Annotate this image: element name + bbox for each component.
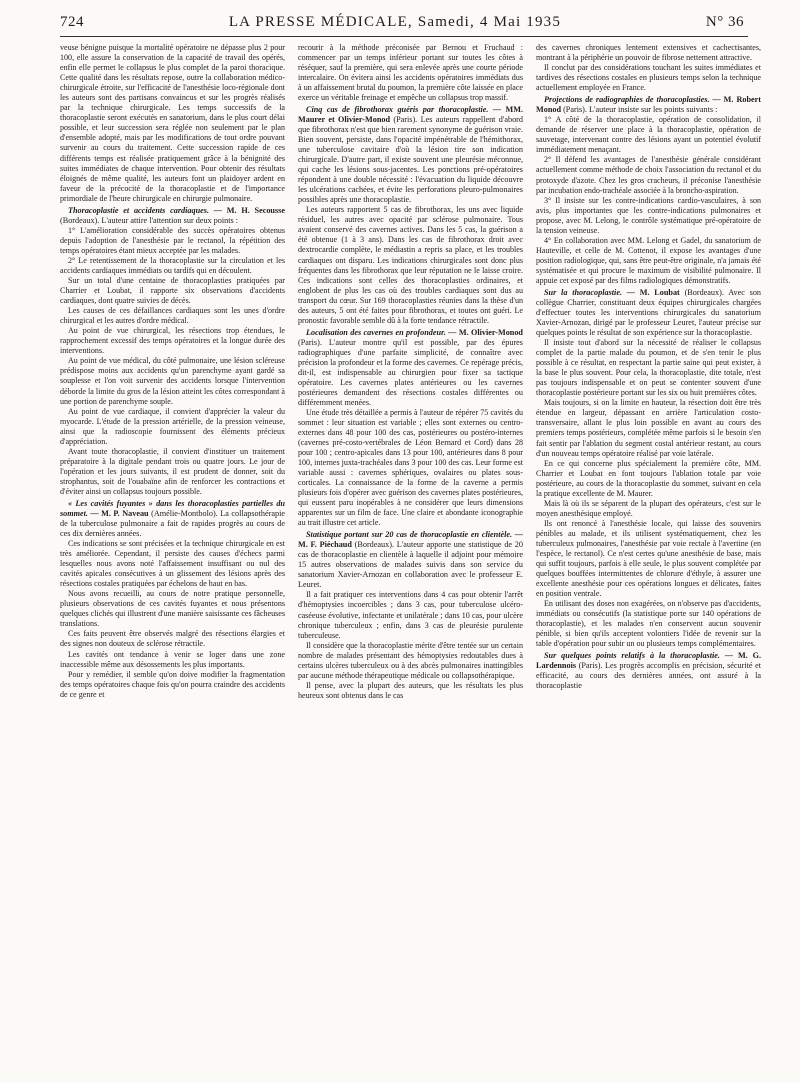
issue-number: N° 36 bbox=[705, 14, 744, 30]
paragraph: Il pense, avec la plupart des auteurs, que les résultats les plus heureux sont obtenus dans le cas bbox=[298, 680, 523, 700]
paragraph: Une étude très détaillée a permis à l'auteur de répérer 75 cavités du sommet : leur situation est variable ; elles sont externes ou centro-externes dans 48 pour 100 des cas, postérieures ou postéro-internes (cavernes pré-costo-vertébrales de Léon Bernard et Cord) dans 28 pour 100 ; centro-apicales dans 13 pour 100, antérieures dans 8 pour 100, internes juxta-trachéales dans 3 pour 100 des cas. Leur forme est variable aussi : cavernes sphériques, ovalaires ou plates sous-corticales. La connaissance de la forme de la caverne a permis plusieurs fois d'opérer avec guérison des cavernes plates postérieures, qui eussent paru inopérables à ne considérer que leurs dimensions apparentes sur un film de face. Une claire et abondante iconographie au trait illustre cet article. bbox=[298, 407, 523, 528]
article-intro: (Bordeaux). L'auteur attire l'attention sur deux points : bbox=[60, 215, 239, 225]
article-heading bbox=[60, 499, 285, 539]
paragraph: Ils ont renoncé à l'anesthésie locale, qui laisse des souvenirs pénibles au malade, et ils utilisent systématiquement, chez les tuberculeux pulmonaires, l'anesthésie par voie rectale à l'avertine (en l'espèce, le rectanol). Ce n'est certes qu'une anesthésie de base, mais qui suffit toujours, parfois à elle seule, le plus souvent complétée par quelques bouffées intermittentes de chlorure d'éthyle, à assurer une excellente anesthésie pour ces opérations longues et délicates, faites en position ventrale. bbox=[536, 518, 761, 599]
column-3 bbox=[536, 43, 761, 701]
article-heading bbox=[298, 530, 523, 590]
paragraph: Ces faits peuvent être observés malgré des résections élargies et des signes non douteux de sclérose rétractile. bbox=[60, 629, 285, 649]
article-intro: (Paris). L'auteur montre qu'il est possible, par des épures radiographiques d'une parfaite simplicité, de connaître avec précision la profondeur et la forme des cavernes. Ce repérage précis, dit-il, est indispensable au chirurgien pour fixer sa tactique opératoire. Les cavernes plates antérieures ou les cavernes postérieures demandent des résections costales différentes ou différemment menées. bbox=[298, 337, 523, 407]
paragraph: 2° Il défend les avantages de l'anesthésie générale considérant actuellement comme méthode de choix l'association du rectanol et du protoxyde d'azote. Chez les gros cracheurs, il préconise l'anesthésie par incubation endo-trachéale associée à la broncho-aspiration. bbox=[536, 155, 761, 195]
article-author: MM. Maurer et Olivier-Monod bbox=[298, 105, 523, 125]
article-author: M. H. Secousse bbox=[226, 205, 285, 215]
paragraph: Il conclut par des considérations touchant les suites immédiates et tardives des résections costales en plusieurs temps selon la technique actuellement employée en France. bbox=[536, 63, 761, 93]
article-intro: (Paris). Les auteurs rappellent d'abord que fibrothorax n'est que bien rarement synonyme de guérison vraie. Bien souvent, persiste, dans l'opacité impénétrable de l'hémithorax, une tuberculose cavitaire d'où la lésion tire son indication chirurgicale. D'autre part, il existe souvent une pleurésie méconnue, qui cache les lésions sous-jacentes. Les ponctions pré-opératoires répondent à une double nécessité : l'évacuation du liquide découvre les ulcérations cachées, et évite les perforations pleuro-pulmonaires possibles après une thoracoplastie. bbox=[298, 115, 523, 205]
article-author: M. Loubat bbox=[639, 288, 680, 298]
paragraph: recourir à la méthode préconisée par Bernou et Fruchaud : commencer par un temps inférieur portant sur toutes les côtes à réséquer, sauf la première, qui sera enlevée après une courte période intercalaire. On évitera ainsi les accidents opératoires immédiats dus à un affaissement brutal du poumon, la première côte laissée en place exerce un véritable freinage et empêche un collapsus trop massif. bbox=[298, 43, 523, 103]
column-1 bbox=[60, 43, 285, 701]
paragraph: 3° Il insiste sur les contre-indications cardio-vasculaires, à son avis, plus importantes que les contre-indications pulmonaires et propose, avec M. Lelong, le contrôle systématique pré-opératoire de la tension veineuse. bbox=[536, 195, 761, 235]
article-heading bbox=[536, 288, 761, 338]
paragraph: Ces indications se sont précisées et la technique chirurgicale en est très améliorée. Cependant, il persiste des causes d'échecs parmi lesquelles nous avons noté l'affaissement insuffisant ou nul des cavités apicales consécutives à un glissement des lésions après des résections costales pratiquées par échelons de haut en bas. bbox=[60, 539, 285, 589]
paragraph: Au point de vue chirurgical, les résections trop étendues, le rapprochement excessif des temps opératoires et la longue durée des interventions. bbox=[60, 326, 285, 356]
paragraph: 1° L'amélioration considérable des succès opératoires obtenus depuis l'adoption de l'anesthésie par le rectanol, la répétition des temps opératoires étant mieux acceptée par les malades. bbox=[60, 225, 285, 255]
text-columns bbox=[60, 43, 762, 701]
paragraph: 1° A côté de la thoracoplastie, opération de consolidation, il demande de réserver une place à la thoracoplastie, opération de sauvetage, intervenant contre des lésions ayant un potentiel évolutif immédiatement menaçant. bbox=[536, 115, 761, 155]
article-intro: (Bordeaux). Avec son collègue Charrier, constituant deux équipes chirurgicales chargées d'effectuer toutes les interventions chirurgicales du sanatorium Xavier-Arnozan, dirigé par le professeur Leuret, l'auteur précise sur quelques points le résultat de son expérience sur la thoracoplastie. bbox=[536, 288, 762, 338]
paragraph: Mais toujours, si on la limite en hauteur, la résection doit être très étendue en largeur, dépassant en arrière l'articulation costo-transversaire, allant le plus loin possible en avant au cours des premiers temps postérieurs, complétée même parfois si le besoin s'en fait sentir par l'ablation du segment costal antérieur restant, au cours d'un nouveau temps opératoire réalisé par voie latérale. bbox=[536, 398, 761, 458]
paragraph: Les auteurs rapportent 5 cas de fibrothorax, les uns avec liquide résiduel, les autres avec opacité par sclérose pulmonaire. Tous avaient conservé des cavernes actives. Dans les 5 cas, la guérison a été obtenue (1 à 3 ans). Dans les cas de fibrothorax droit avec dextrocardie complète, le médiastin a repris sa place, et les troubles cardiaques ont disparu. Les indications chirurgicales sont donc plus fréquentes dans les fibrothorax que leur réputation ne le laisse croire. Ces indications sont celles des thoracoplasties ordinaires, et englobent de plus les cas où des troubles cardiaques sont dus au transport du cœur. Sur 169 thoracoplasties réunies dans la thèse d'un des auteurs, 5 ont été faites pour fibrothorax, et toutes ont guéri. Le pronostic favorable semble dû à la forte tendance rétractile. bbox=[298, 205, 523, 325]
paragraph: Les causes de ces défaillances cardiaques sont les unes d'ordre chirurgical et les autres d'ordre médical. bbox=[60, 306, 285, 326]
article-author: M. F. Piéchaud bbox=[298, 540, 352, 550]
article-title: Cinq cas de fibrothorax guéris par thoracoplastie. — bbox=[306, 105, 502, 115]
paragraph: Avant toute thoracoplastie, il convient d'instituer un traitement préparatoire à la digitale pendant trois ou quatre jours. Le jour de l'opération et les jours suivants, il est prudent de donner, soit du strophantus, soit de l'ouabaïne afin de renforcer les contractions et d'éviter ainsi un collapsus toujours possible. bbox=[60, 446, 285, 496]
article-author: M. Olivier-Monod bbox=[458, 327, 523, 337]
page-number: 724 bbox=[60, 14, 84, 30]
article-intro: (Amélie-Montbolo). La collapsothérapie de la tuberculose pulmonaire a fait de rapides progrès au cours de ces dix dernières années. bbox=[60, 509, 286, 539]
article-title: Sur la thoracoplastie. — bbox=[544, 288, 635, 298]
article-title: Statistique portant sur 20 cas de thoracoplastie en clientèle. — bbox=[306, 530, 523, 540]
article-heading bbox=[60, 206, 285, 226]
article-author: M. Robert Monod bbox=[536, 95, 761, 115]
article-title: Sur quelques points relatifs à la thoracoplastie. — bbox=[544, 651, 734, 661]
paragraph: En utilisant des doses non exagérées, on n'observe pas d'accidents, immédiats ou consécutifs (la statistique porte sur 140 opérations de thoracoplastie), et les malades n'en conservent aucun souvenir pénible, si bien qu'ils acceptent volontiers l'idée de revenir sur la table d'opération pour subir un ou plusieurs temps complémentaires. bbox=[536, 599, 761, 649]
page-header bbox=[60, 14, 748, 37]
paragraph: veuse bénigne puisque la mortalité opératoire ne dépasse plus 2 pour 100, elle assure la conservation de la capacité de travail des opérés, enfin elle permet le collapsus le plus complet de la paroi thoracique. Cette qualité dans les résultats repose, outre la collaboration médico-chirurgicale étroite, sur l'efficacité de l'anesthésie loco-régionale dont les auteurs sont des partisans convaincus et sur les progrès réalisés par la technique chirurgicale. Les temps successifs de la thoracoplastie seront exécutés en sanatorium, dans le plus court délai possible, et leur succession sera réglée non seulement par le plan d'ensemble adopté, mais par les modifications de tout ordre pouvant survenir au cours du traitement. Cette succession rapide de ces différents temps est réalisée pratiquement grâce à la bénignité des suites immédiates de chaque intervention. Pour obtenir des résultats éloignés de même qualité, les auteurs font un plaidoyer ardent en faveur de la précocité de la thoracoplastie et de l'importance primordiale de l'heure chirurgicale en chirurgie pulmonaire. bbox=[60, 43, 285, 203]
paragraph: Il considère que la thoracoplastie mérite d'être tentée sur un certain nombre de malades présentant des hémoptysies redoutables dues à certains ulcères tuberculeux ou à des abcès pulmonaires inattingibles par aucune méthode thérapeutique médicale ou collapsothérapique. bbox=[298, 640, 523, 680]
article-title: « Les cavités fuyantes » dans les thoracoplasties partielles du sommet. — bbox=[60, 499, 285, 519]
article-heading bbox=[298, 328, 523, 408]
article-heading bbox=[536, 95, 761, 115]
paragraph: Il a fait pratiquer ces interventions dans 4 cas pour obtenir l'arrêt d'hémoptysies incoercibles ; dans 3 cas, pour tuberculose ulcéro-caséeuse évolutive, infectante et unilatérale ; dans 10 cas, pour ulcère chronique tuberculeux ; enfin, dans 3 cas de pleurésie purulente tuberculeuse. bbox=[298, 590, 523, 640]
column-2 bbox=[298, 43, 523, 701]
paragraph: Sur un total d'une centaine de thoracoplasties pratiquées par Charrier et Loubat, il rapporte six observations d'accidents cardiaques, dont quatre suivies de décès. bbox=[60, 275, 285, 306]
paragraph: Les cavités ont tendance à venir se loger dans une zone inaccessible même aux désossements les plus importants. bbox=[60, 649, 285, 669]
paragraph: Nous avons recueilli, au cours de notre pratique personnelle, plusieurs observations de ces cavités fuyantes et nous présentons quelques clichés qui illustrent d'une manière saisissante ces fâcheuses translations. bbox=[60, 589, 285, 629]
paragraph: Au point de vue cardiaque, il convient d'apprécier la valeur du myocarde. L'étude de la pression artérielle, de la pression veineuse, ainsi que la radioscopie fournissent des éléments précieux d'appréciation. bbox=[60, 406, 285, 446]
paragraph: Au point de vue médical, du côté pulmonaire, une lésion scléreuse prédispose moins aux accidents qu'un parenchyme ayant gardé sa souplesse et l'on voit survenir des accidents lorsque l'intervention déborde la limite du gros de la lésion atteint les côtes correspondant à une portion de parenchyme souple. bbox=[60, 356, 285, 406]
article-intro: (Paris). L'auteur insiste sur les points suivants : bbox=[563, 105, 718, 115]
paragraph: Mais là où ils se séparent de la plupart des opérateurs, c'est sur le moyen anesthésique employé. bbox=[536, 498, 761, 518]
article-intro: (Bordeaux). L'auteur apporte une statistique de 20 cas de thoracoplastie en clientèle à laquelle il adjoint pour mémoire 15 autres observations de malades suivis dans son service du sanatorium Xavier-Arnozan en collaboration avec le professeur E. Leuret. bbox=[298, 540, 523, 590]
article-title: Projections de radiographies de thoracoplasties. — bbox=[544, 95, 721, 105]
article-intro: (Paris). Les progrès accomplis en précision, sécurité et efficacité, au cours des dernières années, ont assuré à la thoracoplastie bbox=[536, 661, 761, 691]
paragraph: Il insiste tout d'abord sur la nécessité de réaliser le collapsus complet de la partie malade du poumon, et de s'en tenir le plus possible à ce résultat, en respectant la partie saine qui peut exister, à la base le plus souvent. Pour cela, la thoracoplastie, dite totale, n'est pas toujours indispensable et on peut se contenter souvent d'une thoracoplastie postérieure portant sur les six ou huit premières côtes. bbox=[536, 338, 761, 398]
article-title: Localisation des cavernes en profondeur. — bbox=[306, 327, 457, 337]
journal-title: LA PRESSE MÉDICALE, Samedi, 4 Mai 1935 bbox=[228, 14, 562, 30]
paragraph: des cavernes chroniques lentement extensives et cachectisantes, montrant à la périphérie un pouvoir de fibrose nettement attractive. bbox=[536, 43, 761, 63]
article-title: Thoracoplastie et accidents cardiaques. — bbox=[68, 205, 222, 215]
article-author: M. G. Lardennois bbox=[536, 651, 762, 671]
paragraph: 2° Le retentissement de la thoracoplastie sur la circulation et les accidents cardiaques immédiats ou tardifs qui en découlent. bbox=[60, 255, 285, 275]
paragraph: En ce qui concerne plus spécialement la première côte, MM. Charrier et Loubat en font toujours l'ablation totale par voie postérieure, au cours de la thoracoplastie du sommet, suivant en cela la pratique excellente de M. Maurer. bbox=[536, 458, 761, 498]
paragraph: Pour y remédier, il semble qu'on doive modifier la fragmentation des temps opératoires chaque fois qu'on pourra craindre des accidents de ce genre et bbox=[60, 669, 285, 699]
article-heading bbox=[536, 651, 761, 691]
paragraph: 4° En collaboration avec MM. Lelong et Gadel, du sanatorium de Hauteville, et celle de M. Cottenot, il expose les avantages d'une position radiologique, qui, sans être peut-être originale, n'a jamais été systématisée et qui procure le maximum de visibilité pulmonaire. Il appuie cet exposé par des films radiologiques démonstratifs. bbox=[536, 235, 761, 285]
article-author: M. P. Naveau bbox=[101, 509, 149, 519]
article-heading bbox=[298, 105, 523, 205]
